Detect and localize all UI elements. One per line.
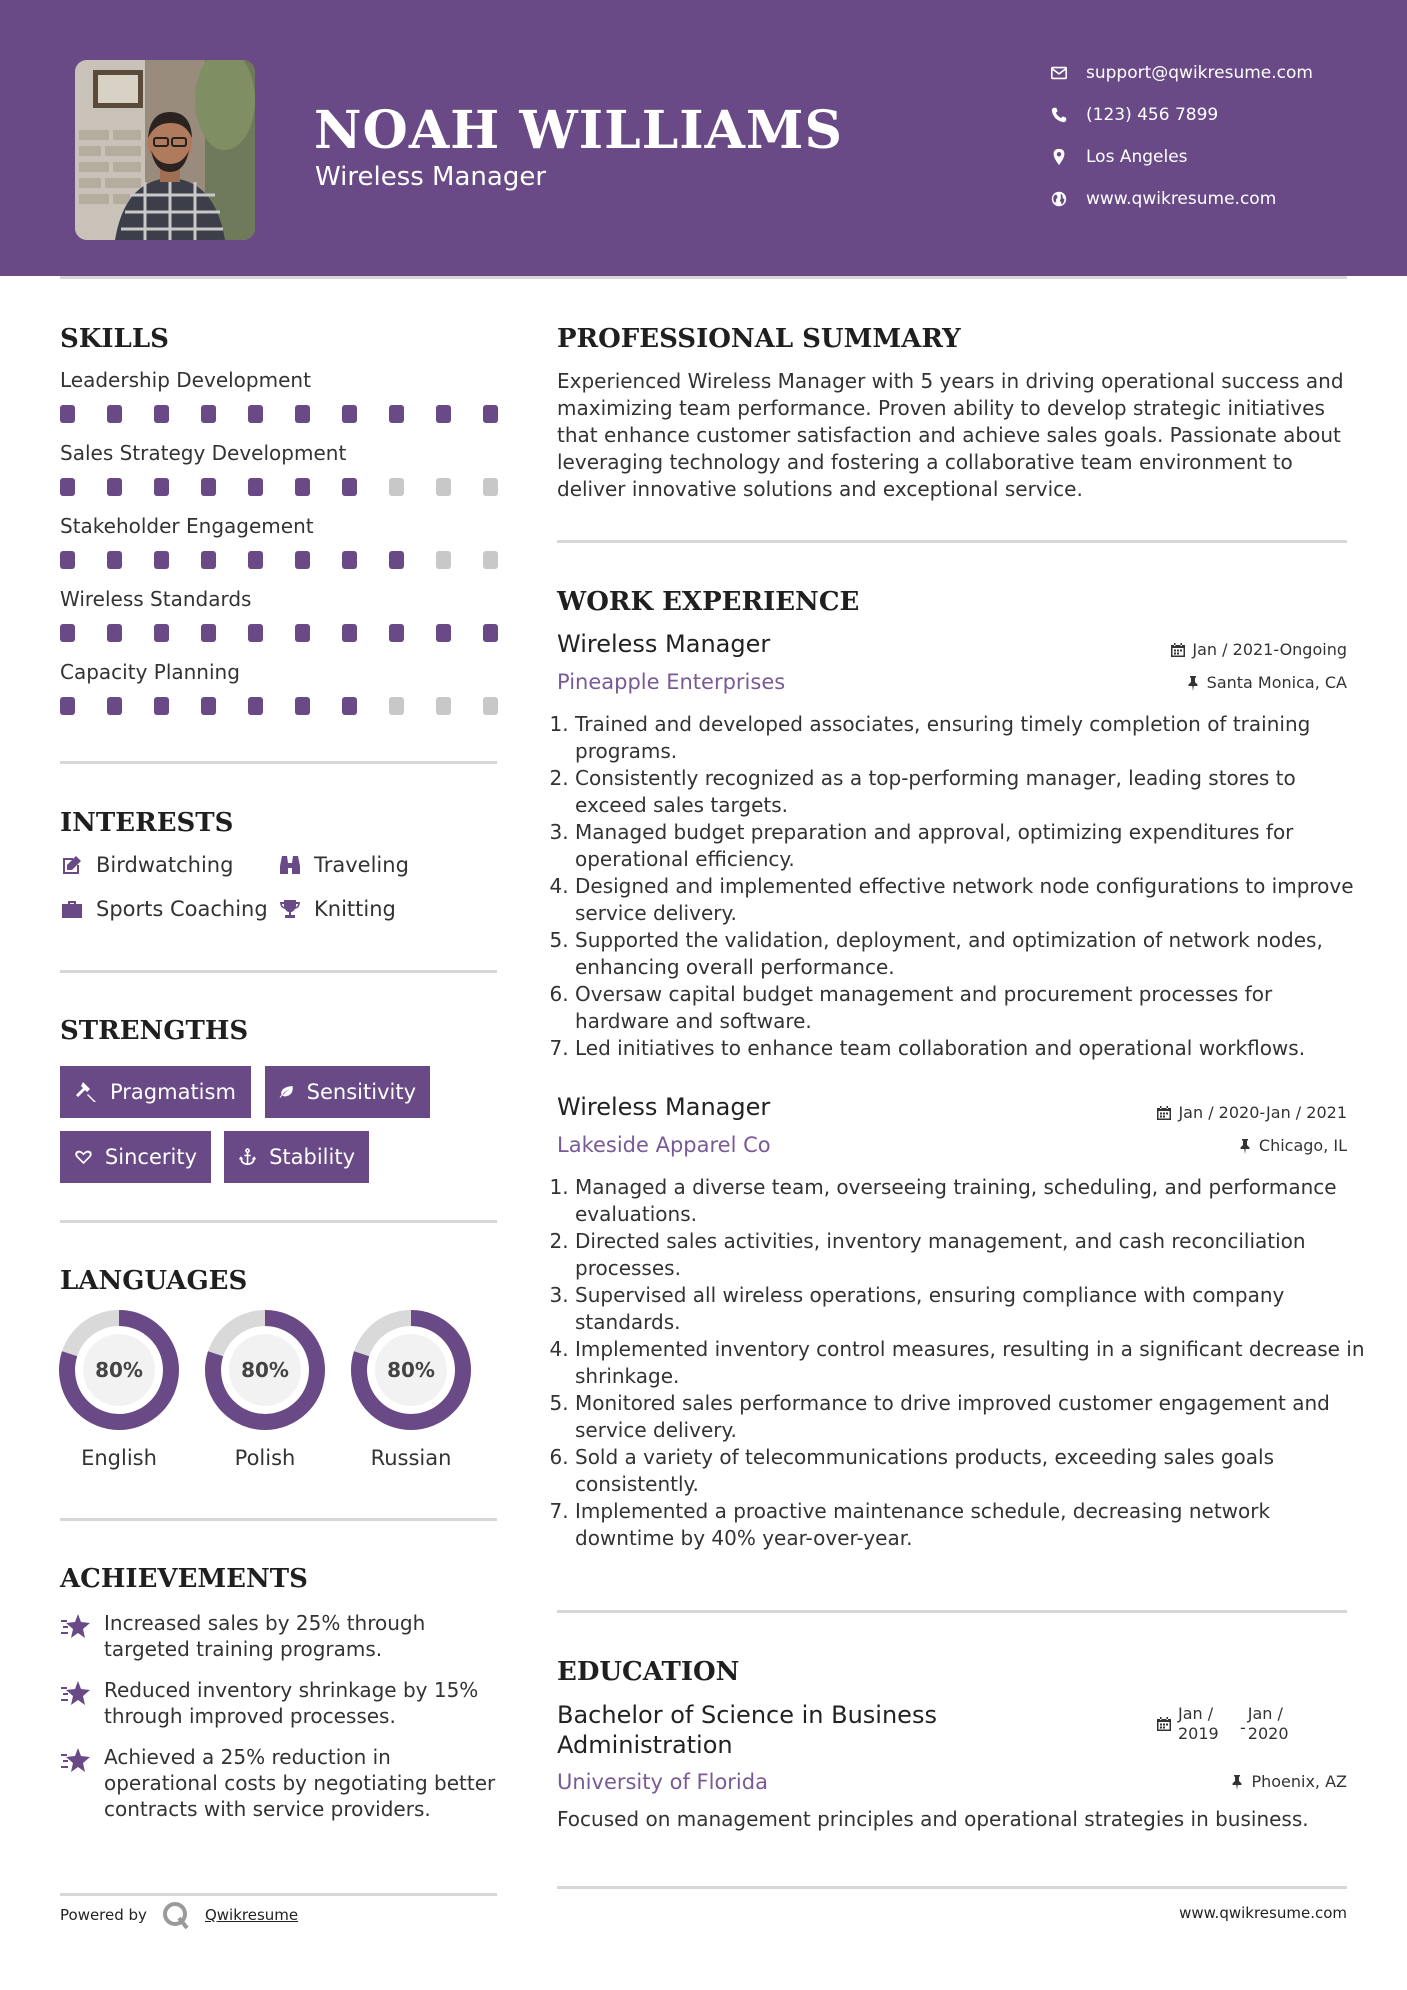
contact-phone[interactable]: (123) 456 7899 <box>1050 94 1313 136</box>
profile-photo <box>75 60 255 240</box>
skill-rating <box>60 551 500 569</box>
education-location: Phoenix, AZ <box>1229 1772 1347 1791</box>
summary-divider <box>557 540 1347 543</box>
skill-dot-filled <box>60 478 75 496</box>
strengths-divider <box>60 1220 497 1223</box>
job-duty-item: 1. Trained and developed associates, ensuring timely completion of training programs. <box>575 711 1365 765</box>
skill-name: Leadership Development <box>60 368 311 392</box>
job-duty-item: 4. Designed and implemented effective network node configurations to improve service delivery. <box>575 873 1365 927</box>
strength-badge-sincerity: Sincerity <box>60 1131 211 1183</box>
contact-location: Los Angeles <box>1050 136 1313 178</box>
skill-dot-filled <box>107 405 122 423</box>
skill-dot-filled <box>389 624 404 642</box>
skill-dot-filled <box>107 478 122 496</box>
skill-dot-filled <box>295 697 310 715</box>
skill-dot-filled <box>389 405 404 423</box>
skill-dot-filled <box>248 478 263 496</box>
skill-dot-filled <box>436 405 451 423</box>
skill-dot-filled <box>154 478 169 496</box>
achievement-item: Increased sales by 25% through targeted training programs. <box>60 1610 500 1662</box>
skill-dot-filled <box>389 551 404 569</box>
language-percent: 80% <box>241 1358 289 1382</box>
education-heading: EDUCATION <box>557 1657 740 1687</box>
job-location: Chicago, IL <box>1237 1136 1347 1155</box>
job-duties-list <box>557 1174 1365 1552</box>
education-divider <box>557 1886 1347 1889</box>
job-date: Jan / 2020-Jan / 2021 <box>1156 1103 1347 1122</box>
skill-dot-filled <box>295 624 310 642</box>
contact-list <box>1050 52 1313 220</box>
summary-heading: PROFESSIONAL SUMMARY <box>557 324 961 354</box>
job-duty-item: 7. Implemented a proactive maintenance schedule, decreasing network downtime by 40% year-over-year. <box>575 1498 1365 1552</box>
skill-dot-empty <box>483 478 498 496</box>
job-location: Santa Monica, CA <box>1185 673 1347 692</box>
qwikresume-logo-icon <box>161 1900 191 1930</box>
skill-dot-filled <box>107 551 122 569</box>
company-name: Pineapple Enterprises <box>557 670 786 694</box>
job-duty-item: 2. Consistently recognized as a top-performing manager, leading stores to exceed sales targets. <box>575 765 1365 819</box>
candidate-name: NOAH WILLIAMS <box>314 100 844 161</box>
interests-divider <box>60 970 497 973</box>
job-duty-item: 6. Oversaw capital budget management and procurement processes for hardware and software. <box>575 981 1365 1035</box>
strength-badge-pragmatism: Pragmatism <box>60 1066 251 1118</box>
skills-divider <box>60 761 497 764</box>
skill-dot-filled <box>60 624 75 642</box>
star-award-icon <box>60 1612 92 1642</box>
skill-name: Stakeholder Engagement <box>60 514 314 538</box>
contact-website[interactable]: www.qwikresume.com <box>1050 178 1313 220</box>
job-duty-item: 3. Supervised all wireless operations, ensuring compliance with company standards. <box>575 1282 1365 1336</box>
skill-dot-filled <box>60 405 75 423</box>
skill-dot-empty <box>436 697 451 715</box>
skill-dot-filled <box>201 405 216 423</box>
skill-rating <box>60 697 500 715</box>
job-duty-item: 2. Directed sales activities, inventory management, and cash reconciliation processes. <box>575 1228 1365 1282</box>
strength-badge-sensitivity: Sensitivity <box>265 1066 430 1118</box>
skill-name: Capacity Planning <box>60 660 240 684</box>
calendar-icon <box>1170 642 1186 658</box>
skill-dot-filled <box>295 478 310 496</box>
school-name: University of Florida <box>557 1770 768 1794</box>
edit-icon <box>60 853 84 877</box>
gavel-icon <box>74 1080 98 1104</box>
envelope-icon <box>1050 64 1068 82</box>
skill-dot-filled <box>107 624 122 642</box>
skill-dot-filled <box>60 697 75 715</box>
globe-icon <box>1050 190 1068 208</box>
skill-dot-filled <box>154 624 169 642</box>
interests-heading: INTERESTS <box>60 808 234 838</box>
job-duty-item: 7. Led initiatives to enhance team collaboration and operational workflows. <box>575 1035 1365 1062</box>
skill-name: Sales Strategy Development <box>60 441 347 465</box>
pushpin-icon <box>1229 1774 1245 1790</box>
strength-badge-stability: Stability <box>224 1131 369 1183</box>
education-date: Jan / 2019 - Jan / 2020 <box>1156 1704 1289 1744</box>
calendar-icon <box>1156 1105 1172 1121</box>
languages-divider <box>60 1518 497 1521</box>
phone-icon <box>1050 106 1068 124</box>
skill-dot-filled <box>154 405 169 423</box>
skill-dot-filled <box>483 624 498 642</box>
skill-dot-filled <box>107 697 122 715</box>
briefcase-icon <box>60 897 84 921</box>
trophy-icon <box>278 897 302 921</box>
job-title: Wireless Manager <box>557 630 771 658</box>
language-percent: 80% <box>95 1358 143 1382</box>
job-title: Wireless Manager <box>557 1093 771 1121</box>
skill-dot-empty <box>389 697 404 715</box>
job-duty-item: 4. Implemented inventory control measures, resulting in a significant decrease in shrinkage. <box>575 1336 1365 1390</box>
company-name: Lakeside Apparel Co <box>557 1133 771 1157</box>
language-ring <box>57 1308 181 1436</box>
skill-dot-empty <box>436 478 451 496</box>
interest-knitting: Knitting <box>278 897 396 921</box>
anchor-icon <box>238 1145 257 1169</box>
job-duty-item: 1. Managed a diverse team, overseeing training, scheduling, and performance evaluations. <box>575 1174 1365 1228</box>
achievements-divider <box>60 1893 497 1896</box>
pushpin-icon <box>1237 1138 1253 1154</box>
languages-heading: LANGUAGES <box>60 1266 248 1296</box>
summary-text: Experienced Wireless Manager with 5 years in driving operational success and maximizing team performance. Proven ability to develop strategic initiatives that enhance customer satisfaction and achieve sales goals. Passionate about leveraging technology and fostering a collaborative team environment to deliver innovative solutions and exceptional service. <box>557 369 1344 501</box>
language-ring <box>349 1308 473 1436</box>
binoculars-icon <box>278 853 302 877</box>
skill-dot-filled <box>248 405 263 423</box>
powered-by: Powered by Qwikresume <box>60 1900 298 1930</box>
skill-dot-empty <box>389 478 404 496</box>
skill-dot-filled <box>342 478 357 496</box>
strengths-heading: STRENGTHS <box>60 1016 249 1046</box>
achievement-item: Reduced inventory shrinkage by 15% through improved processes. <box>60 1677 500 1729</box>
qwikresume-link[interactable]: Qwikresume <box>204 1906 299 1924</box>
skill-dot-filled <box>248 624 263 642</box>
skill-dot-filled <box>483 405 498 423</box>
skill-rating <box>60 478 500 496</box>
skill-dot-filled <box>342 697 357 715</box>
skill-name: Wireless Standards <box>60 587 252 611</box>
language-name: Polish <box>234 1446 296 1470</box>
skill-dot-filled <box>248 551 263 569</box>
skill-dot-empty <box>436 551 451 569</box>
language-name: English <box>81 1446 157 1470</box>
degree-title: Bachelor of Science in Business Administration <box>557 1701 937 1759</box>
leaf-icon <box>279 1080 295 1104</box>
skill-rating <box>60 405 500 423</box>
header-divider <box>60 276 1347 279</box>
resume-header <box>0 0 1407 276</box>
job-duty-item: 6. Sold a variety of telecommunications products, exceeding sales goals consistently. <box>575 1444 1365 1498</box>
interest-traveling: Traveling <box>278 853 409 877</box>
location-pin-icon <box>1050 148 1068 166</box>
skill-dot-filled <box>436 624 451 642</box>
star-award-icon <box>60 1679 92 1709</box>
experience-heading: WORK EXPERIENCE <box>557 587 860 617</box>
interest-sports-coaching: Sports Coaching <box>60 897 268 921</box>
skill-dot-filled <box>342 624 357 642</box>
skill-dot-filled <box>201 697 216 715</box>
education-description: Focused on management principles and operational strategies in business. <box>557 1807 1309 1831</box>
footer-website[interactable]: www.qwikresume.com <box>1179 1904 1347 1922</box>
skill-dot-filled <box>295 405 310 423</box>
contact-email[interactable]: support@qwikresume.com <box>1050 52 1313 94</box>
heart-icon <box>74 1145 93 1169</box>
achievements-heading: ACHIEVEMENTS <box>60 1564 308 1594</box>
skill-dot-filled <box>201 478 216 496</box>
skill-dot-filled <box>154 697 169 715</box>
skill-dot-empty <box>483 551 498 569</box>
achievement-item: Achieved a 25% reduction in operational costs by negotiating better contracts with service providers. <box>60 1744 500 1822</box>
skill-rating <box>60 624 500 642</box>
job-duty-item: 5. Supported the validation, deployment, and optimization of network nodes, enhancing overall performance. <box>575 927 1365 981</box>
skill-dot-empty <box>483 697 498 715</box>
skill-dot-filled <box>342 551 357 569</box>
skill-dot-filled <box>342 405 357 423</box>
language-ring <box>203 1308 327 1436</box>
job-duty-item: 5. Monitored sales performance to drive improved customer engagement and service delivery. <box>575 1390 1365 1444</box>
experience-divider <box>557 1610 1347 1613</box>
star-award-icon <box>60 1746 92 1776</box>
skills-heading: SKILLS <box>60 324 169 354</box>
skill-dot-filled <box>60 551 75 569</box>
skill-dot-filled <box>201 551 216 569</box>
language-percent: 80% <box>387 1358 435 1382</box>
calendar-icon <box>1156 1716 1172 1732</box>
skill-dot-filled <box>154 551 169 569</box>
candidate-role: Wireless Manager <box>315 162 547 192</box>
skill-dot-filled <box>295 551 310 569</box>
skill-dot-filled <box>201 624 216 642</box>
job-duties-list <box>557 711 1365 1062</box>
interest-birdwatching: Birdwatching <box>60 853 233 877</box>
language-name: Russian <box>370 1446 452 1470</box>
job-date: Jan / 2021-Ongoing <box>1170 640 1347 659</box>
skill-dot-filled <box>248 697 263 715</box>
job-duty-item: 3. Managed budget preparation and approval, optimizing expenditures for operational efficiency. <box>575 819 1365 873</box>
pushpin-icon <box>1185 675 1201 691</box>
